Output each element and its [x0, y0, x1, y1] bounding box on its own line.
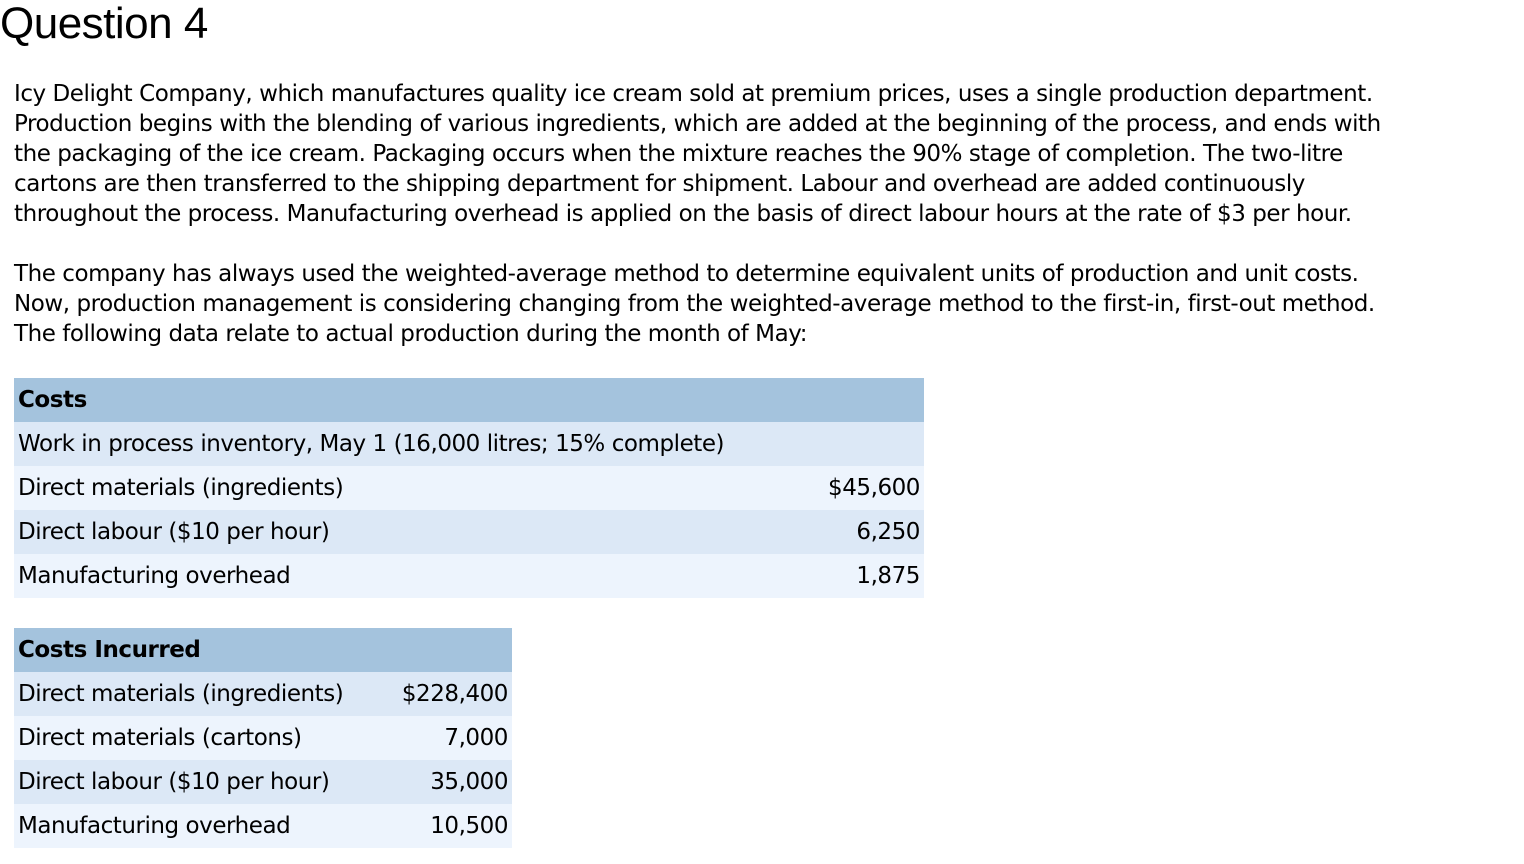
row-amount: 6,250 [714, 510, 924, 554]
table-row [14, 466, 924, 510]
row-amount: 10,500 [385, 804, 512, 848]
paragraph-line: Now, production management is considering changing from the weighted-average method to the first-in, first-out method. [14, 291, 1375, 317]
row-amount: 7,000 [385, 716, 512, 760]
table-row [14, 716, 512, 760]
row-label: Direct materials (cartons) [14, 716, 385, 760]
problem-description-paragraph [14, 79, 1381, 229]
question-title: Question 4 [0, 0, 208, 48]
table-row [14, 760, 512, 804]
table-row [14, 554, 924, 598]
row-label: Direct materials (ingredients) [14, 466, 714, 510]
row-amount: 35,000 [385, 760, 512, 804]
paragraph-line: Icy Delight Company, which manufactures quality ice cream sold at premium prices, uses a single production department. [14, 81, 1373, 107]
row-label: Manufacturing overhead [14, 554, 714, 598]
row-label: Manufacturing overhead [14, 804, 385, 848]
table-row [14, 422, 924, 466]
table-row [14, 510, 924, 554]
table-header: Costs [14, 378, 924, 422]
row-amount: 1,875 [714, 554, 924, 598]
paragraph-line: The following data relate to actual production during the month of May: [14, 321, 808, 347]
row-label: Direct materials (ingredients) [14, 672, 385, 716]
paragraph-line: cartons are then transferred to the shipping department for shipment. Labour and overhead are added continuously [14, 171, 1305, 197]
method-description-paragraph [14, 259, 1375, 349]
section-label: Work in process inventory, May 1 (16,000 litres; 15% complete) [14, 422, 924, 466]
costs-table [14, 378, 924, 598]
row-label: Direct labour ($10 per hour) [14, 510, 714, 554]
costs-incurred-table [14, 628, 512, 848]
table-header-row [14, 628, 512, 672]
table-header: Costs Incurred [14, 628, 512, 672]
paragraph-line: throughout the process. Manufacturing overhead is applied on the basis of direct labour hours at the rate of $3 per hour. [14, 201, 1352, 227]
table-row [14, 672, 512, 716]
paragraph-line: Production begins with the blending of various ingredients, which are added at the beginning of the process, and ends with [14, 111, 1381, 137]
paragraph-line: the packaging of the ice cream. Packaging occurs when the mixture reaches the 90% stage of completion. The two-litre [14, 141, 1343, 167]
row-amount: $228,400 [385, 672, 512, 716]
table-row [14, 804, 512, 848]
table-header-row [14, 378, 924, 422]
row-label: Direct labour ($10 per hour) [14, 760, 385, 804]
row-amount: $45,600 [714, 466, 924, 510]
paragraph-line: The company has always used the weighted-average method to determine equivalent units of production and unit costs. [14, 261, 1359, 287]
